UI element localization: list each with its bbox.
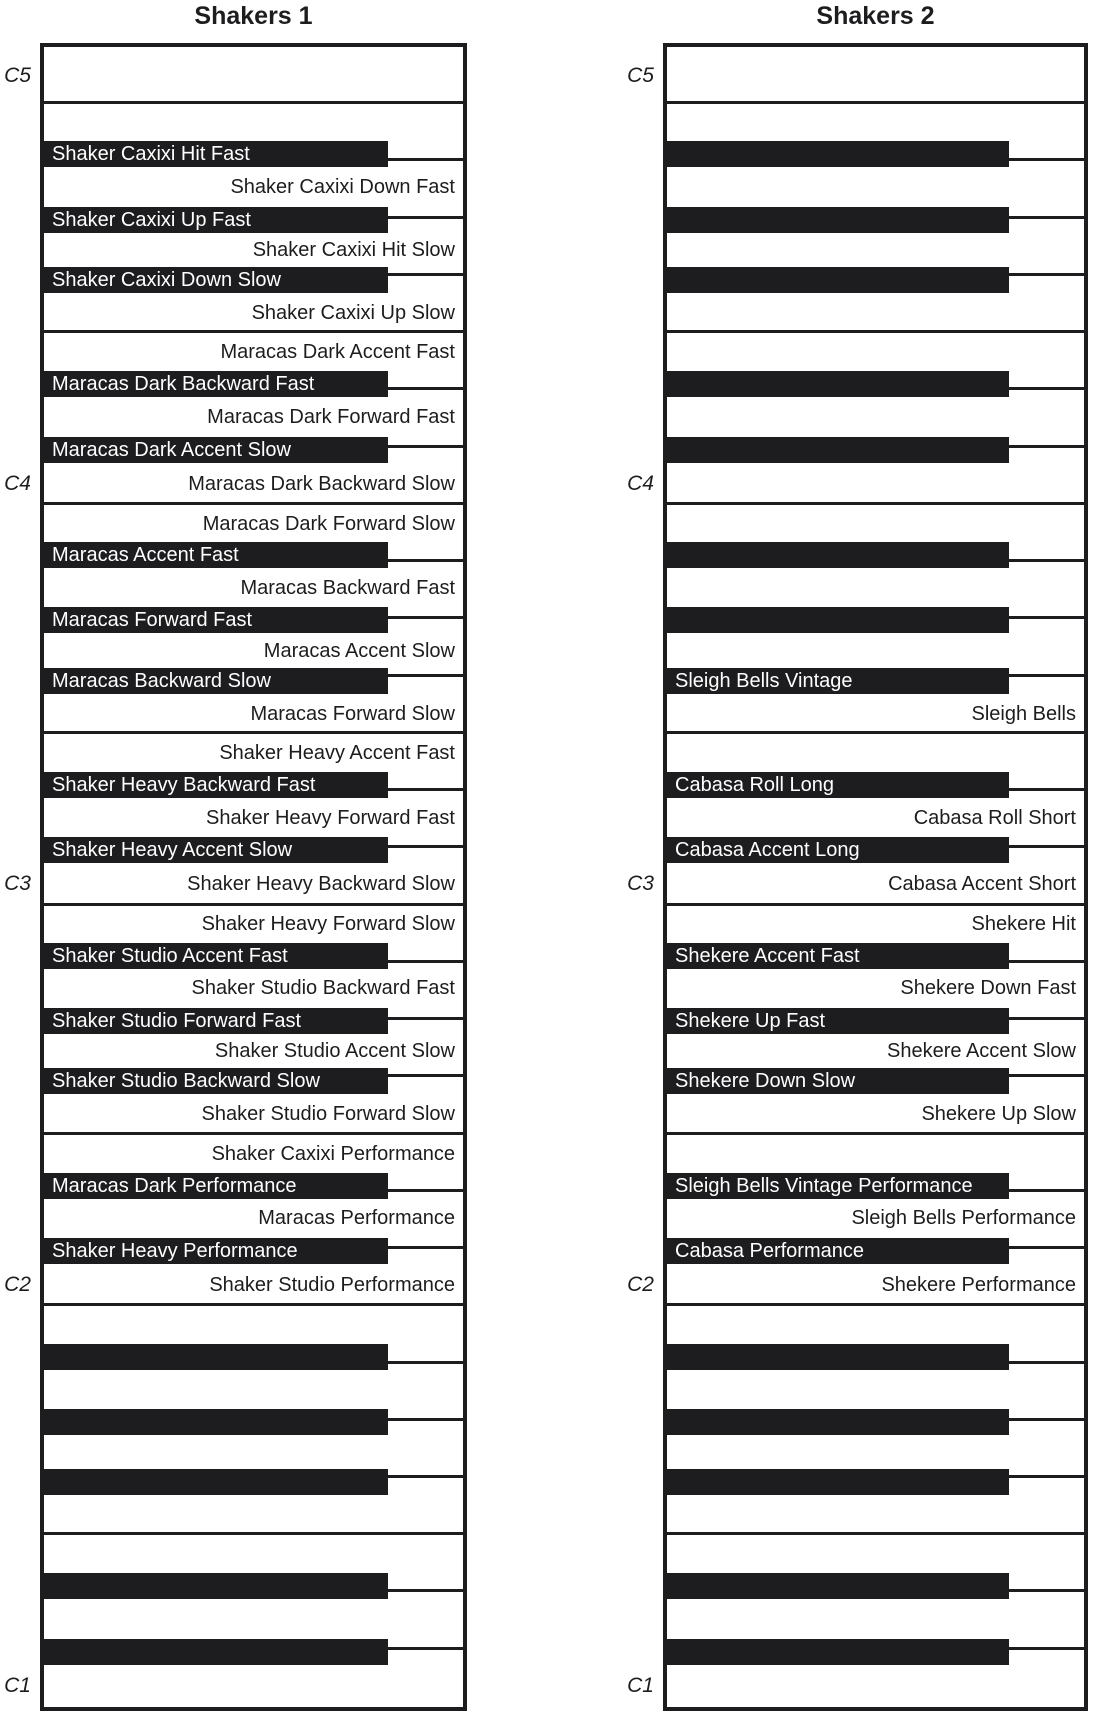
white-key-shakers-1-C5 [44,47,463,104]
black-key-shakers-2-A#1 [667,1344,1009,1370]
black-key-shakers-2-F#1 [667,1469,1009,1495]
black-key-shakers-2-G#2 [667,1008,1009,1034]
key-label-shakers-1-C#4: Maracas Dark Accent Slow [52,439,291,461]
key-label-shakers-2-D#3: Cabasa Roll Long [675,774,834,796]
black-key-shakers-1-A#2 [44,943,388,969]
key-label-shakers-2-F2: Shekere Up Slow [921,1103,1076,1125]
black-key-shakers-2-C#2 [667,1238,1009,1264]
octave-label-shakers-2-C3: C3 [627,872,654,895]
key-label-shakers-1-G4: Shaker Caxixi Hit Slow [252,239,455,261]
black-key-shakers-1-C#4 [44,437,388,463]
key-label-shakers-2-G#2: Shekere Up Fast [675,1010,826,1032]
keyboard-shakers-1 [40,43,467,1711]
black-key-shakers-2-A#4 [667,141,1009,167]
black-key-shakers-1-C#3 [44,837,388,863]
black-key-shakers-2-C#1 [667,1639,1009,1665]
key-label-shakers-1-F2: Shaker Studio Forward Slow [201,1103,455,1125]
black-key-shakers-1-D#1 [44,1573,388,1599]
black-key-shakers-2-C#4 [667,437,1009,463]
key-label-shakers-1-C3: Shaker Heavy Backward Slow [187,873,455,895]
black-key-shakers-1-C#1 [44,1639,388,1665]
key-label-shakers-1-G#2: Shaker Studio Forward Fast [52,1010,301,1032]
key-label-shakers-1-C4: Maracas Dark Backward Slow [188,473,455,495]
key-label-shakers-1-A3: Maracas Backward Fast [240,577,455,599]
octave-label-shakers-2-C5: C5 [627,64,654,87]
key-label-shakers-1-D3: Shaker Heavy Forward Fast [206,807,455,829]
key-label-shakers-1-E3: Shaker Heavy Accent Fast [219,742,455,764]
black-key-shakers-2-G#3 [667,607,1009,633]
key-label-shakers-2-D3: Cabasa Roll Short [913,807,1076,829]
key-label-shakers-1-A#4: Shaker Caxixi Hit Fast [52,143,250,165]
key-label-shakers-1-C#2: Shaker Heavy Performance [52,1240,298,1262]
key-label-shakers-1-D2: Maracas Performance [258,1207,455,1229]
octave-label-shakers-1-C2: C2 [4,1273,31,1296]
key-label-shakers-1-F#3: Maracas Backward Slow [52,670,271,692]
key-label-shakers-1-B2: Shaker Heavy Forward Slow [201,913,455,935]
black-key-shakers-1-G#3 [44,607,388,633]
key-label-shakers-1-A2: Shaker Studio Backward Fast [191,977,455,999]
key-label-shakers-2-F#2: Shekere Down Slow [675,1070,856,1092]
keyboard-shakers-2 [663,43,1088,1711]
key-label-shakers-1-A#2: Shaker Studio Accent Fast [52,945,288,967]
black-key-shakers-2-C#3 [667,837,1009,863]
black-key-shakers-2-F#4 [667,267,1009,293]
key-label-shakers-1-F3: Maracas Forward Slow [250,703,455,725]
black-key-shakers-2-D#3 [667,772,1009,798]
keyboard-title-shakers-1: Shakers 1 [194,2,313,30]
key-label-shakers-2-C#2: Cabasa Performance [675,1240,864,1262]
key-label-shakers-1-F#4: Shaker Caxixi Down Slow [52,269,281,291]
key-label-shakers-1-G3: Maracas Accent Slow [263,640,455,662]
black-key-shakers-2-A#3 [667,542,1009,568]
key-label-shakers-1-D#4: Maracas Dark Backward Fast [52,373,315,395]
key-label-shakers-1-G2: Shaker Studio Accent Slow [214,1040,455,1062]
key-label-shakers-1-F#2: Shaker Studio Backward Slow [52,1070,320,1092]
black-key-shakers-2-G#1 [667,1409,1009,1435]
key-label-shakers-1-E4: Maracas Dark Accent Fast [220,341,455,363]
black-key-shakers-1-G#4 [44,207,388,233]
black-key-shakers-1-F#2 [44,1068,388,1094]
black-key-shakers-2-D#2 [667,1173,1009,1199]
octave-label-shakers-1-C5: C5 [4,64,31,87]
black-key-shakers-1-A#4 [44,141,388,167]
key-label-shakers-2-A#2: Shekere Accent Fast [675,945,860,967]
keyboard-title-shakers-2: Shakers 2 [816,2,935,30]
key-label-shakers-1-A#3: Maracas Accent Fast [52,544,239,566]
black-key-shakers-1-F#3 [44,668,388,694]
key-label-shakers-2-F3: Sleigh Bells [971,703,1076,725]
key-label-shakers-1-F4: Shaker Caxixi Up Slow [251,302,455,324]
black-key-shakers-2-F#3 [667,668,1009,694]
octave-label-shakers-2-C4: C4 [627,472,654,495]
key-label-shakers-1-G#4: Shaker Caxixi Up Fast [52,209,251,231]
key-label-shakers-1-D4: Maracas Dark Forward Fast [207,406,455,428]
black-key-shakers-1-D#3 [44,772,388,798]
key-label-shakers-1-C2: Shaker Studio Performance [209,1274,455,1296]
black-key-shakers-2-D#1 [667,1573,1009,1599]
black-key-shakers-2-F#2 [667,1068,1009,1094]
key-label-shakers-2-D#2: Sleigh Bells Vintage Performance [675,1175,973,1197]
key-label-shakers-1-A4: Shaker Caxixi Down Fast [230,176,455,198]
black-key-shakers-2-G#4 [667,207,1009,233]
key-label-shakers-2-A2: Shekere Down Fast [900,977,1076,999]
white-key-shakers-2-C5 [667,47,1084,104]
key-label-shakers-1-E2: Shaker Caxixi Performance [211,1143,455,1165]
key-label-shakers-1-D#2: Maracas Dark Performance [52,1175,297,1197]
black-key-shakers-1-C#2 [44,1238,388,1264]
key-label-shakers-2-C3: Cabasa Accent Short [888,873,1076,895]
black-key-shakers-2-A#2 [667,943,1009,969]
key-label-shakers-2-C2: Shekere Performance [881,1274,1076,1296]
black-key-shakers-1-D#2 [44,1173,388,1199]
key-label-shakers-1-B3: Maracas Dark Forward Slow [202,513,455,535]
octave-label-shakers-2-C2: C2 [627,1273,654,1296]
black-key-shakers-1-D#4 [44,371,388,397]
octave-label-shakers-1-C4: C4 [4,472,31,495]
black-key-shakers-2-D#4 [667,371,1009,397]
black-key-shakers-1-F#4 [44,267,388,293]
octave-label-shakers-1-C3: C3 [4,872,31,895]
key-label-shakers-2-F#3: Sleigh Bells Vintage [675,670,853,692]
key-label-shakers-1-C#3: Shaker Heavy Accent Slow [52,839,293,861]
octave-label-shakers-1-C1: C1 [4,1674,31,1697]
black-key-shakers-1-G#2 [44,1008,388,1034]
key-label-shakers-2-C#3: Cabasa Accent Long [675,839,860,861]
black-key-shakers-1-G#1 [44,1409,388,1435]
black-key-shakers-1-A#1 [44,1344,388,1370]
key-label-shakers-2-D2: Sleigh Bells Performance [851,1207,1076,1229]
key-label-shakers-2-B2: Shekere Hit [971,913,1076,935]
key-label-shakers-1-G#3: Maracas Forward Fast [52,609,253,631]
octave-label-shakers-2-C1: C1 [627,1674,654,1697]
key-label-shakers-2-G2: Shekere Accent Slow [887,1040,1076,1062]
black-key-shakers-1-A#3 [44,542,388,568]
key-label-shakers-1-D#3: Shaker Heavy Backward Fast [52,774,316,796]
black-key-shakers-1-F#1 [44,1469,388,1495]
